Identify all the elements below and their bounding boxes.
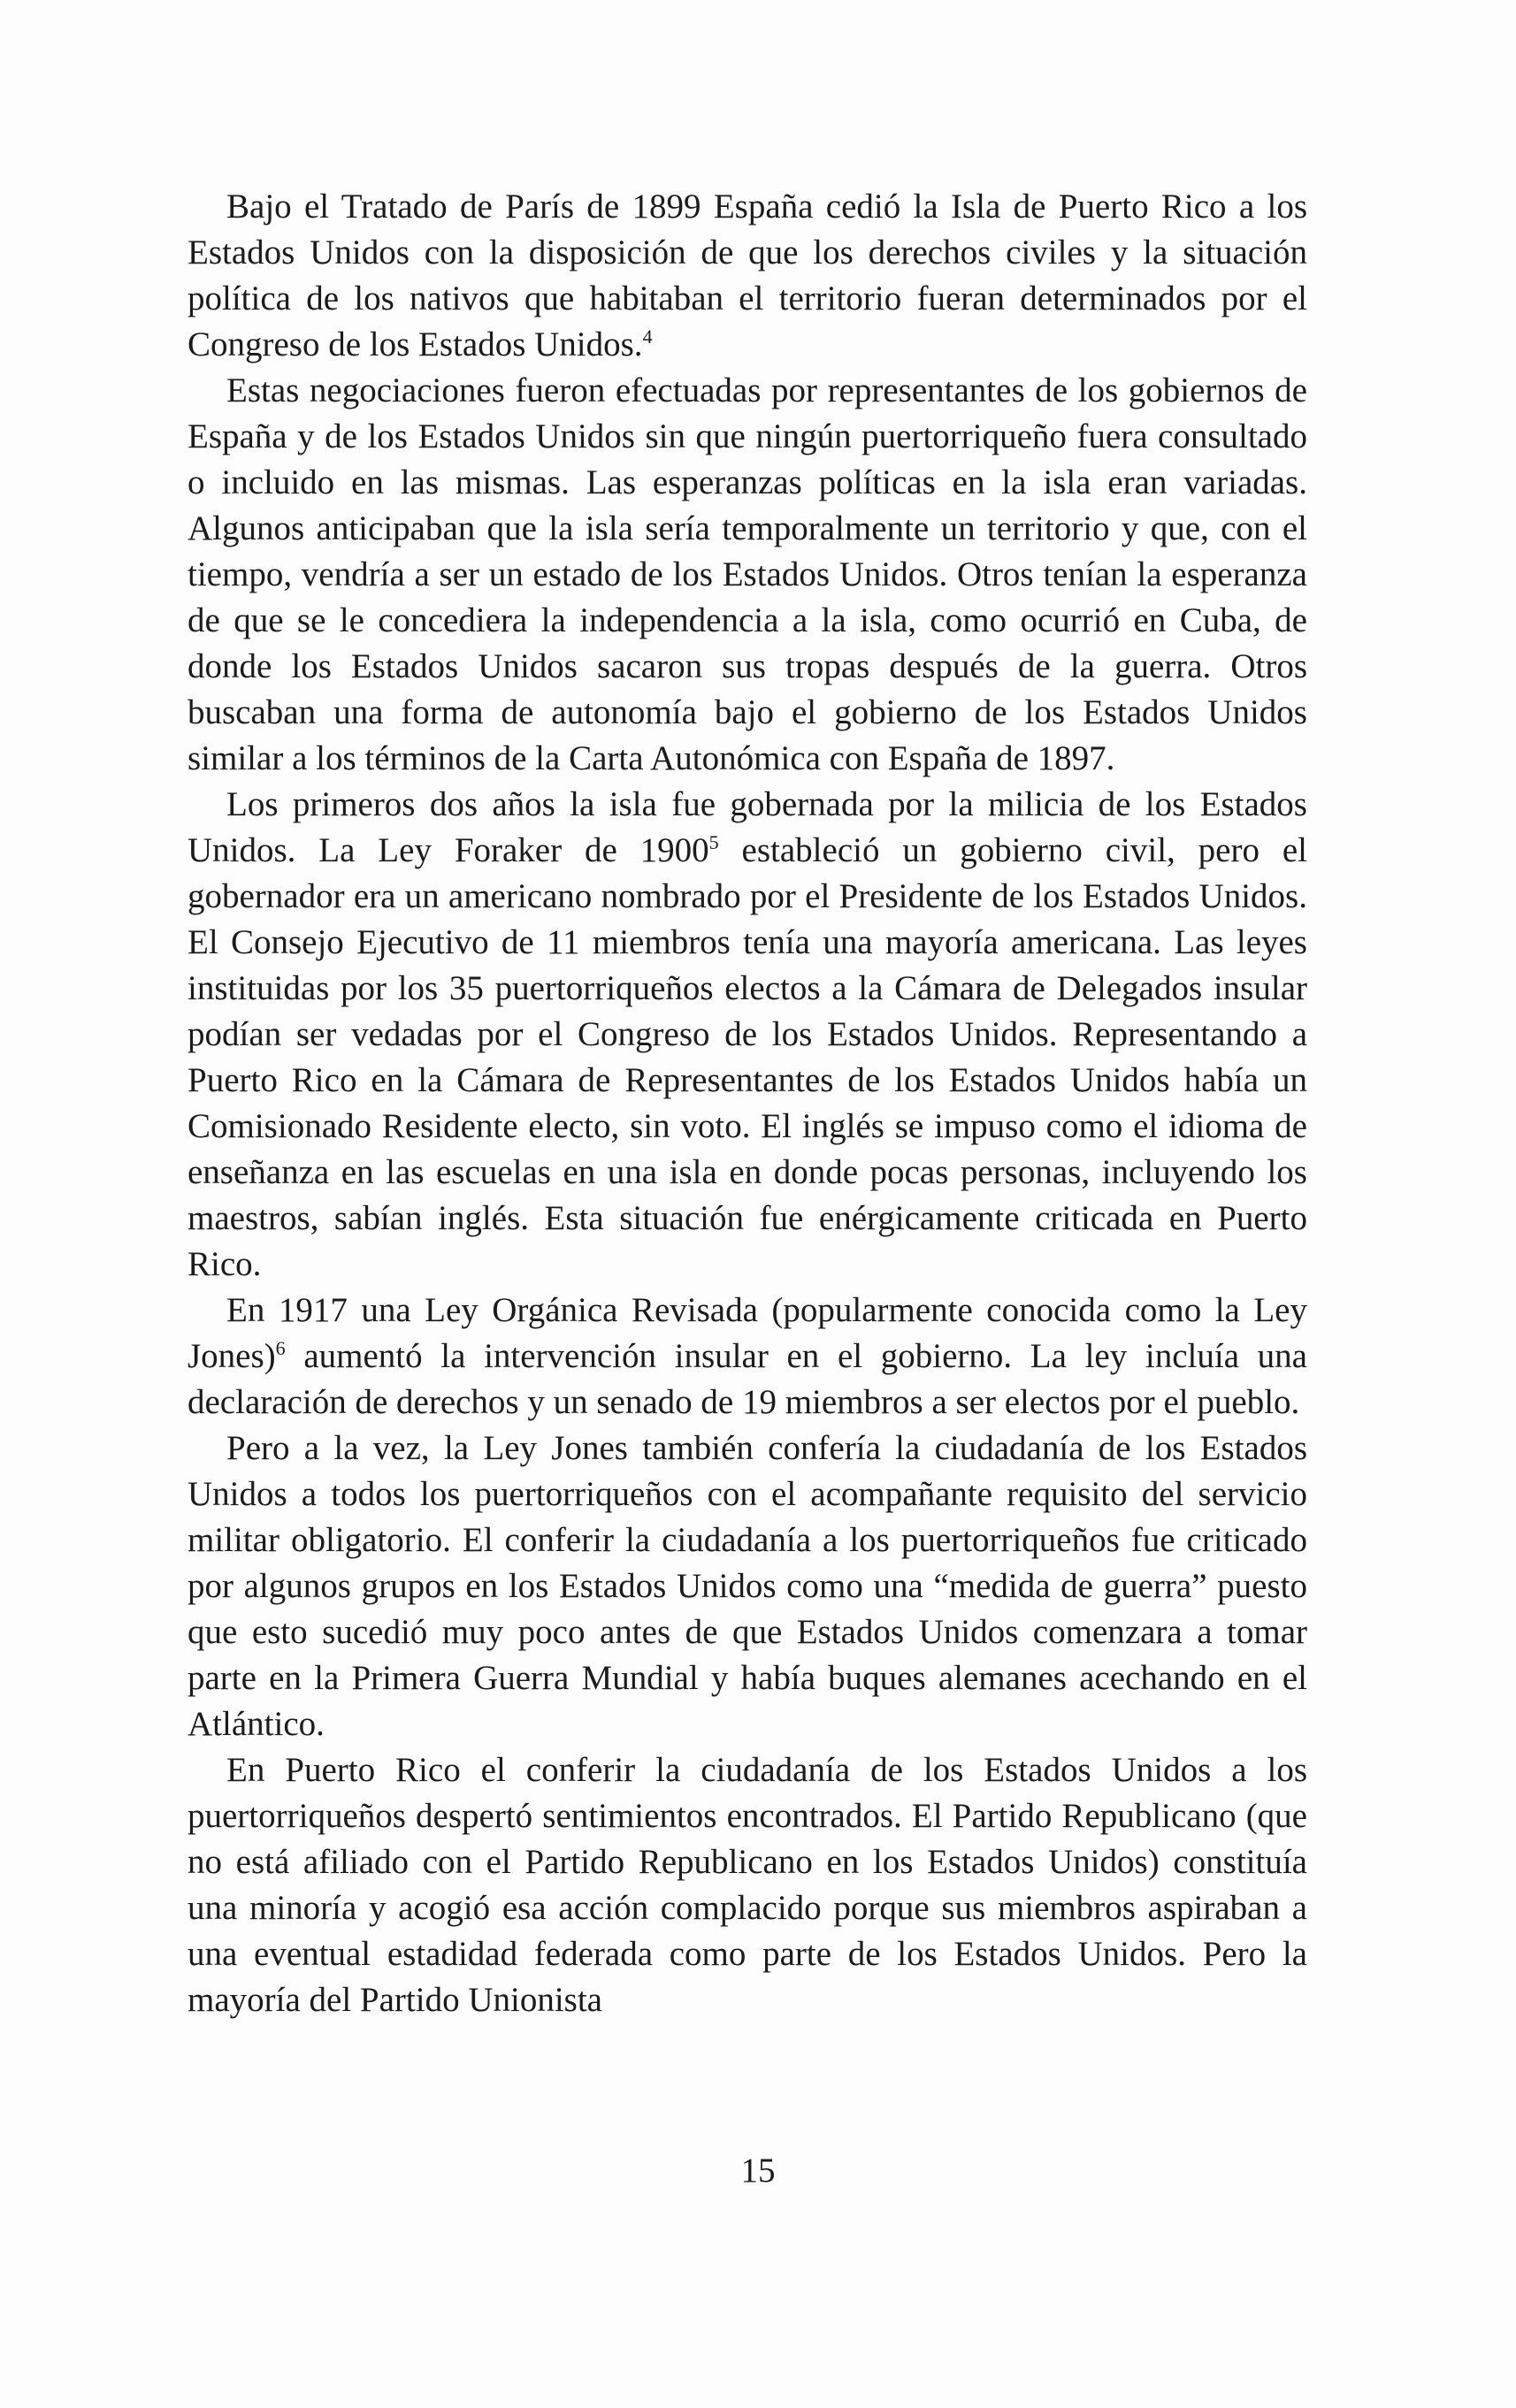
- footnote-marker-4[interactable]: 4: [642, 325, 653, 348]
- paragraph-text: aumentó la intervención insular en el gobierno. La ley incluía una declaración de derechos y un senado de 19 miembros a ser electos por el pueblo.: [188, 1337, 1307, 1421]
- paragraph-text: En Puerto Rico el conferir la ciudadanía de los Estados Unidos a los puertorriqueños despertó sentimientos encontrados. El Partido Republicano (que no está afiliado con el Partido Republicano en los Estados Unidos) constituía una minoría y acogió esa acción complacido porque sus miembros aspiraban a una eventual estadidad federada como parte de los Estados Unidos. Pero la mayoría del Partido Unionista: [188, 1751, 1307, 2019]
- paragraph-text: Pero a la vez, la Ley Jones también confería la ciudadanía de los Estados Unidos a todos los puertorriqueños con el acompañante requisito del servicio militar obligatorio. El conferir la ciudadanía a los puertorriqueños fue criticado por algunos grupos en los Estados Unidos como una “medida de guerra” puesto que esto sucedió muy poco antes de que Estados Unidos comenzara a tomar parte en la Primera Guerra Mundial y había buques alemanes acechando en el Atlántico.: [188, 1429, 1307, 1743]
- paragraph-text: Estas negociaciones fueron efectuadas por representantes de los gobiernos de España y de los Estados Unidos sin que ningún puertorriqueño fuera consultado o incluido en las mismas. Las esperanzas políticas en la isla eran variadas. Algunos anticipaban que la isla sería temporalmente un territorio y que, con el tiempo, vendría a ser un estado de los Estados Unidos. Otros tenían la esperanza de que se le concediera la independencia a la isla, como ocurrió en Cuba, de donde los Estados Unidos sacaron sus tropas después de la guerra. Otros buscaban una forma de autonomía bajo el gobierno de los Estados Unidos similar a los términos de la Carta Autonómica con España de 1897.: [188, 371, 1307, 777]
- footnote-marker-6[interactable]: 6: [275, 1337, 286, 1359]
- paragraph-text: En 1917 una Ley Orgánica Revisada (popularmente conocida como la Ley Jones): [188, 1291, 1307, 1375]
- paragraph-2: [188, 368, 1307, 782]
- paragraph-text: Bajo el Tratado de París de 1899 España cedió la Isla de Puerto Rico a los Estados Unidos con la disposición de que los derechos civiles y la situación política de los nativos que habitaban el territorio fueran determinados por el Congreso de los Estados Unidos.: [188, 187, 1307, 363]
- paragraph-4: [188, 1288, 1307, 1426]
- paragraph-3: [188, 782, 1307, 1288]
- paragraph-text: estableció un gobierno civil, pero el gobernador era un americano nombrado por el Presidente de los Estados Unidos. El Consejo Ejecutivo de 11 miembros tenía una mayoría americana. Las leyes instituidas por los 35 puertorriqueños electos a la Cámara de Delegados insular podían ser vedadas por el Congreso de los Estados Unidos. Representando a Puerto Rico en la Cámara de Representantes de los Estados Unidos había un Comisionado Residente electo, sin voto. El inglés se impuso como el idioma de enseñanza en las escuelas en una isla en donde pocas personas, incluyendo los maestros, sabían inglés. Esta situación fue enérgicamente criticada en Puerto Rico.: [188, 831, 1307, 1283]
- footnote-marker-5[interactable]: 5: [708, 831, 719, 853]
- paragraph-text: Los primeros dos años la isla fue gobernada por la milicia de los Estados Unidos. La Ley Foraker de 1900: [188, 785, 1307, 869]
- paragraph-6: [188, 1747, 1307, 2023]
- paragraph-5: [188, 1426, 1307, 1747]
- paragraph-1: [188, 184, 1307, 368]
- body-text: [188, 184, 1307, 2023]
- page-number: 15: [740, 2152, 776, 2190]
